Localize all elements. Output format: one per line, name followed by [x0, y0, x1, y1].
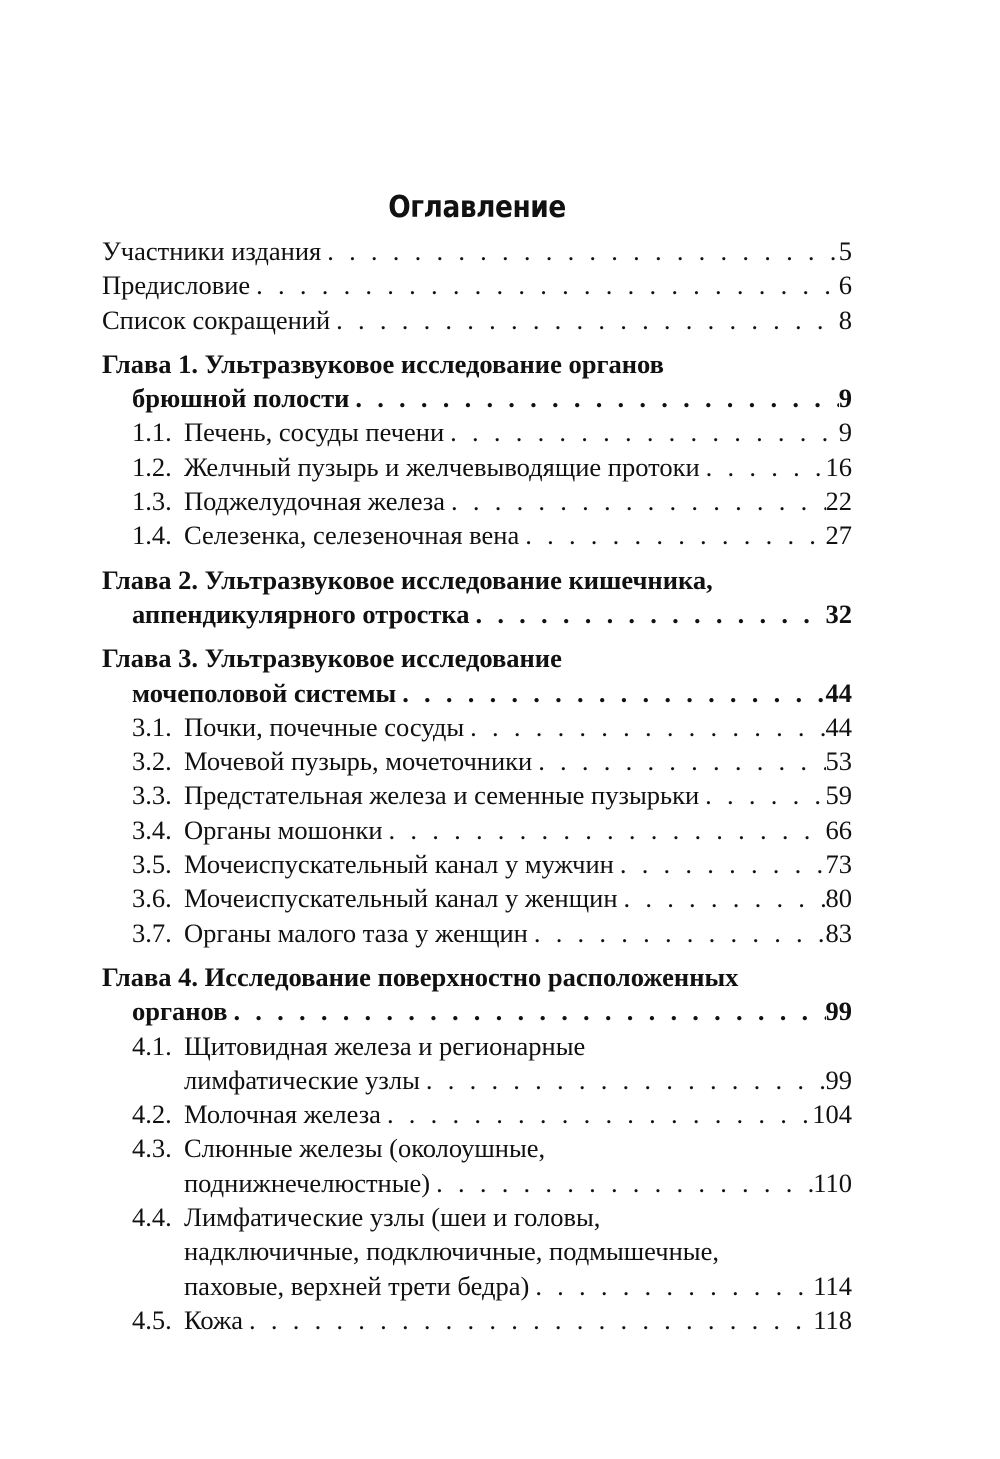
toc-section [102, 847, 852, 881]
section-number: 4.3. [132, 1133, 172, 1164]
toc-section [102, 518, 852, 552]
section-number: 1.2. [132, 451, 172, 482]
chapter-title-line: Глава 4. Исследование поверхностно расположенных [102, 961, 739, 992]
toc-section [102, 1303, 852, 1337]
section-title: Желчный пузырь и желчевыводящие протоки [184, 451, 700, 482]
section-number: 3.6. [132, 883, 172, 914]
toc-section [102, 710, 852, 744]
section-title: Щитовидная железа и регионарные [184, 1030, 586, 1061]
page-number: 9 [838, 383, 852, 414]
section-number: 3.3. [132, 780, 172, 811]
page-number: 6 [838, 270, 852, 301]
section-title: Кожа [184, 1304, 244, 1335]
dot-leader [700, 450, 826, 484]
dot-leader [464, 710, 825, 744]
section-title-cont: надключичные, подключичные, подмышечные, [184, 1236, 719, 1267]
toc-section [102, 1029, 852, 1098]
toc-section [102, 450, 852, 484]
page-title: Оглавление [388, 190, 566, 225]
chapter-title-cont: брюшной полости [132, 383, 350, 414]
chapter-title-cont: аппендикулярного отростка [132, 598, 470, 629]
chapter-title-cont: органов [132, 996, 228, 1027]
dot-leader [519, 518, 825, 552]
entry-text: Предисловие [102, 270, 251, 301]
section-title: Почки, почечные сосуды [184, 711, 465, 742]
section-number: 4.4. [132, 1202, 172, 1233]
section-number: 1.1. [132, 417, 172, 448]
dot-leader [250, 268, 839, 302]
dot-leader [444, 415, 839, 449]
dot-leader [330, 303, 839, 337]
page-number: 44 [825, 711, 852, 742]
dot-leader [420, 1063, 826, 1097]
dot-leader [321, 234, 839, 268]
toc-chapter-1 [102, 347, 852, 416]
chapter-title-line: Глава 1. Ультразвуковое исследование органов [102, 348, 664, 379]
section-number: 4.2. [132, 1099, 172, 1130]
dot-leader [699, 778, 825, 812]
page-number: 114 [813, 1270, 852, 1301]
section-title: Органы мошонки [184, 814, 383, 845]
page-number: 66 [825, 814, 852, 845]
page-number: 22 [825, 486, 852, 517]
toc-chapter-4 [102, 960, 852, 1029]
chapter-title-cont: мочеполовой системы [132, 677, 397, 708]
page-number: 59 [825, 780, 852, 811]
dot-leader [381, 1097, 812, 1131]
toc-chapter-3 [102, 641, 852, 710]
section-title-cont: поднижнечелюстные) [184, 1167, 431, 1198]
section-title: Слюнные железы (околоушные, [184, 1133, 546, 1164]
section-title: Органы малого таза у женщин [184, 917, 528, 948]
chapter-title-line: Глава 3. Ультразвуковое исследование [102, 643, 562, 674]
toc-section [102, 484, 852, 518]
toc-entry-abbreviations [102, 303, 852, 337]
page-number: 27 [825, 520, 852, 551]
page-number: 16 [825, 451, 852, 482]
section-title: Печень, сосуды печени [184, 417, 445, 448]
dot-leader [529, 1269, 813, 1303]
toc-section [102, 744, 852, 778]
toc-section [102, 813, 852, 847]
page-number: 110 [813, 1167, 852, 1198]
dot-leader [430, 1166, 813, 1200]
section-title: Лимфатические узлы (шеи и головы, [184, 1202, 601, 1233]
section-number: 4.5. [132, 1304, 172, 1335]
dot-leader [227, 994, 825, 1028]
page-number: 44 [825, 677, 852, 708]
dot-leader [243, 1303, 813, 1337]
section-number: 3.7. [132, 917, 172, 948]
section-title: Мочеиспускательный канал у женщин [184, 883, 618, 914]
section-number: 1.3. [132, 486, 172, 517]
page-number: 5 [838, 236, 852, 266]
page-number: 32 [825, 598, 852, 629]
toc-entry-preface [102, 268, 852, 302]
toc-section [102, 778, 852, 812]
dot-leader [383, 813, 826, 847]
table-of-contents [102, 188, 852, 1337]
section-number: 3.2. [132, 746, 172, 777]
toc-section [102, 916, 852, 950]
page-number: 118 [813, 1304, 852, 1335]
entry-text: Список сокращений [102, 304, 331, 335]
toc-section [102, 1200, 852, 1303]
section-title-cont: лимфатические узлы [184, 1064, 420, 1095]
page-number: 9 [838, 417, 852, 448]
page-number: 73 [825, 849, 852, 880]
section-number: 1.4. [132, 520, 172, 551]
page-number: 99 [825, 996, 852, 1027]
toc-section [102, 881, 852, 915]
section-number: 3.1. [132, 711, 172, 742]
page-number: 8 [838, 304, 852, 335]
dot-leader [349, 381, 838, 415]
section-number: 3.5. [132, 849, 172, 880]
section-number: 3.4. [132, 814, 172, 845]
toc-chapter-2 [102, 563, 852, 632]
section-title: Поджелудочная железа [184, 486, 446, 517]
section-title: Мочевой пузырь, мочеточники [184, 746, 533, 777]
page-number: 80 [825, 883, 852, 914]
section-title: Селезенка, селезеночная вена [184, 520, 520, 551]
section-title-cont: паховые, верхней трети бедра) [184, 1270, 530, 1301]
entry-text: Участники издания [102, 236, 322, 266]
toc-entry-contributors [102, 234, 852, 268]
chapter-title-line: Глава 2. Ультразвуковое исследование кишечника, [102, 564, 713, 595]
section-title: Молочная железа [184, 1099, 381, 1130]
dot-leader [528, 916, 826, 950]
page-number: 53 [825, 746, 852, 777]
toc-section [102, 1097, 852, 1131]
toc-section [102, 415, 852, 449]
dot-leader [396, 676, 825, 710]
section-title: Предстательная железа и семенные пузырьки [184, 780, 700, 811]
page-number: 104 [812, 1099, 852, 1130]
page-number: 83 [825, 917, 852, 948]
page-number: 99 [825, 1064, 852, 1095]
dot-leader [618, 881, 826, 915]
section-number: 4.1. [132, 1030, 172, 1061]
dot-leader [469, 597, 825, 631]
dot-leader [614, 847, 826, 881]
section-title: Мочеиспускательный канал у мужчин [184, 849, 614, 880]
toc-section [102, 1131, 852, 1200]
dot-leader [445, 484, 825, 518]
dot-leader [532, 744, 825, 778]
